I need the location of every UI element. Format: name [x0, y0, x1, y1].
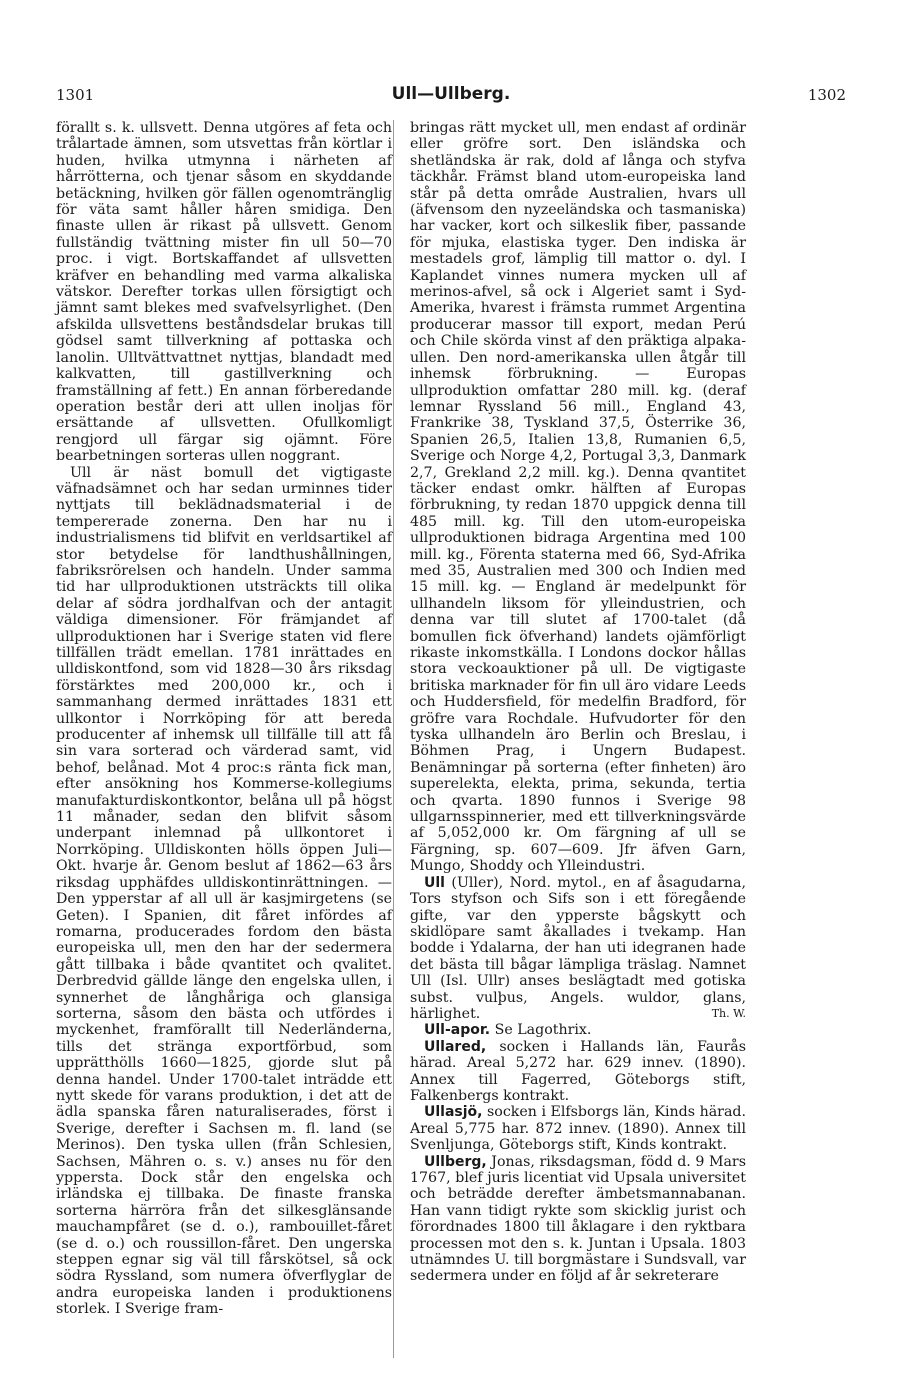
paragraph: förallt s. k. ullsvett. Denna utgöres af feta och trålartade ämnen, som utsvettas från körtlar i huden, hvilka utmynna i närheten af hårrötterna, och tjenar såsom en skyddande betäckning, hvilken gör fällen ogenomtränglig för väta samt håller håren smidiga. Den finaste ullen är rikast på ullsvett. Genom fullständig tvättning mister fin ull 50—70 proc. i vigt. Bortskaffandet af ullsvetten kräfver en behandling med varma alkaliska vätskor. Derefter torkas ullen försigtigt och jämnt samt blekes med svafvelsyrlighet. (Den afskilda ullsvettens beståndsdelar brukas till gödsel samt tillverkning af pottaska och lanolin. Ulltvättvattnet nyttjas, blandadt med kalkvatten, till gastillverkning och framställning af fett.) En annan förberedande operation består deri att ullen inoljas för ersättande af ullsvetten. Ofullkomligt rengjord ull färgar sig ojämnt. Före bearbetningen sorteras ullen noggrant. — [56, 120, 392, 465]
author-signature: Th. W. — [711, 1006, 746, 1020]
entry-text: (Uller), Nord. mytol., en af åsagudarna, Tors styfson och Sifs son i ett föregående gifte, var den ypperste bågskytt och skidlöpare samt åkallades i tvekamp. Han bodde i Ydalarna, der han uti idegranen hade det bästa till bågar lämpliga träslag. Namnet Ull (Isl. Ullr) anses beslägtadt med gotiska subst. vulþus, Angels. wuldor, glans, härlighet. — [410, 874, 747, 1022]
left-column — [56, 120, 392, 1318]
entry-text: Se Lagothrix. — [494, 1022, 592, 1039]
page-number-right: 1302 — [807, 86, 846, 104]
entry-ullberg — [410, 1154, 746, 1285]
entry-ull-apor — [410, 1022, 746, 1038]
column-divider — [393, 120, 394, 1358]
page-header — [56, 86, 846, 110]
paragraph: bringas rätt mycket ull, men endast af ordinär eller gröfre sort. Den isländska och shetländska är rak, dold af långa och styfva täckhår. Främst bland utom-europeiska land står på detta område Australien, hvars ull (äfvensom den nyzeeländska och tasmaniska) har vacker, kort och silkeslik fiber, passande för mjuka, elastiska tyger. Den indiska är mestadels grof, lämplig till mattor o. dyl. I Kaplandet vinnes numera mycken ull af merinos-afvel, så ock i Algeriet samt i Syd-Amerika, hvarest i främsta rummet Argentina producerar massor till export, medan Perú och Chile skörda vinst af den präktiga alpaka-ullen. Den nord-amerikanska ullen åtgår till inhemsk förbrukning. — Europas ullproduktion omfattar 280 mill. kg. (deraf lemnar Ryssland 56 mill., England 43, Frankrike 38, Tyskland 37,5, Österrike 36, Spanien 26,5, Italien 13,8, Rumanien 6,5, Sverige och Norge 4,2, Portugal 3,3, Danmark 2,7, Grekland 2,2 mill. kg.). Denna qvantitet täcker endast omkr. hälften af Europas förbrukning, ty redan 1870 uppgick denna till 485 mill. kg. Till den utom-europeiska ullproduktionen bidraga Argentina med 100 mill. kg., Förenta staterna med 66, Syd-Afrika med 35, Australien med 300 och Indien med 15 mill. kg. — England är medelpunkt för ullhandeln liksom för ylleindustrien, och denna var till slutet af 1700-talet (då bomullen fick öfverhand) landets ojämförligt rikaste inkomstkälla. I Londons dockor hållas stora veckoauktioner på ull. De vigtigaste britiska marknader för fin ull äro vidare Leeds och Huddersfield, för medelfin Bradford, för gröfre vara Rochdale. Hufvudorter för den tyska ullhandeln äro Berlin och Breslau, i Böhmen Prag, i Ungern Budapest. Benämningar på sorterna (efter finheten) äro superelekta, elekta, prima, sekunda, tertia och qvarta. 1890 funnos i Sverige 98 ullgarnsspinnerier, med ett tillverkningsvärde af 5,052,000 kr. Om färgning af ull se Färgning, sp. 607—609. Jfr äfven Garn, Mungo, Shoddy och Ylleindustri. — [410, 120, 746, 875]
entry-headword: Ullberg, — [424, 1153, 487, 1170]
entry-headword: Ull — [424, 874, 445, 891]
entry-ull — [410, 875, 746, 1023]
entry-headword: Ullasjö, — [424, 1104, 483, 1121]
entry-headword: Ullared, — [424, 1038, 487, 1055]
running-title: Ull—Ullberg. — [391, 84, 511, 104]
entry-text: socken i Elfsborgs län, Kinds härad. Areal 5,775 har. 872 innev. (1890). Annex till Svenljunga, Göteborgs stift, Kinds kontrakt. — [410, 1104, 746, 1154]
entry-ullasjo — [410, 1104, 746, 1153]
entry-text: Jonas, riksdagsman, född d. 9 Mars 1767, blef juris licentiat vid Upsala universitet och beträdde derefter ämbetsmannabanan. Han vann tidigt rykte som skicklig jurist och förordnades 1800 till åklagare i den ryktbara processen mot den s. k. Juntan i Upsala. 1803 utnämndes U. till borgmästare i Sundsvall, var sedermera under en följd af år sekreterare — [410, 1153, 746, 1285]
entry-headword: Ull-apor. — [424, 1022, 491, 1039]
entry-ullared — [410, 1039, 746, 1105]
right-column — [410, 120, 746, 1285]
entry-text: socken i Hallands län, Faurås härad. Areal 5,272 har. 629 innev. (1890). Annex till Fagerred, Göteborgs stift, Falkenbergs kontrakt. — [410, 1038, 746, 1104]
paragraph: Ull är näst bomull det vigtigaste väfnadsämnet och har sedan urminnes tider nyttjats till beklädnadsmaterial i de tempererade zonerna. Den har nu i industrialismens tid blifvit en verldsartikel af stor betydelse för landthushållningen, fabriksrörelsen och handeln. Under samma tid har ullproduktionen utsträckts till olika delar af södra jordhalfvan och der antagit väldiga dimensioner. För främjandet af ullproduktionen har i Sverige staten vid flere tillfällen trädt emellan. 1781 inrättades en ulldiskontfond, som vid 1828—30 års riksdag förstärktes med 200,000 kr., och i sammanhang dermed inrättades 1831 ett ullkontor i Norrköping för att bereda producenter af inhemsk ull tillfälle till att få sin vara sorterad och värderad samt, vid behof, belånad. Mot 4 proc:s ränta fick man, efter ansökning hos Kommerse-kollegiums manufakturdiskontkontor, belåna ull på högst 11 månader, sedan den blifvit såsom underpant inlemnad på ullkontoret i Norrköping. Ulldiskonten hölls öppen Juli—Okt. hvarje år. Genom beslut af 1862—63 års riksdag upphäfdes ulldiskontinrättningen. — Den ypperstar af all ull är kasjmirgetens (se Geten). I Spanien, dit fåret infördes af romarna, producerades fordom den bästa europeiska ull, men den har der sedermera gått tillbaka i både qvantitet och qvalitet. Derbredvid gällde länge den engelska ullen, i synnerhet de långhåriga och glansiga sorterna, såsom den bästa och utfördes i myckenhet, framförallt till Nederländerna, tills det stränga exportförbud, som upprätthölls 1660—1825, gjorde slut på denna handel. Under 1700-talet inträdde ett nytt skede för varans produktion, i det att de ädla spanska fåren naturaliserades, först i Sverige, derefter i Sachsen m. fl. land (se Merinos). Den tyska ullen (från Schlesien, Sachsen, Mähren o. s. v.) anses nu för den yppersta. Dock står den engelska och irländska ej tillbaka. De finaste franska sorterna härröra från det silkesglänsande mauchampfåret (se d. o.), rambouillet-fåret (se d. o.) och roussillon-fåret. Den ungerska steppen egnar sig väl till fårskötsel, så ock södra Ryssland, som numera öfverflyglar de andra europeiska landen i produktionens storlek. I Sverige fram- — [56, 464, 392, 1318]
page-number-left: 1301 — [56, 86, 95, 104]
